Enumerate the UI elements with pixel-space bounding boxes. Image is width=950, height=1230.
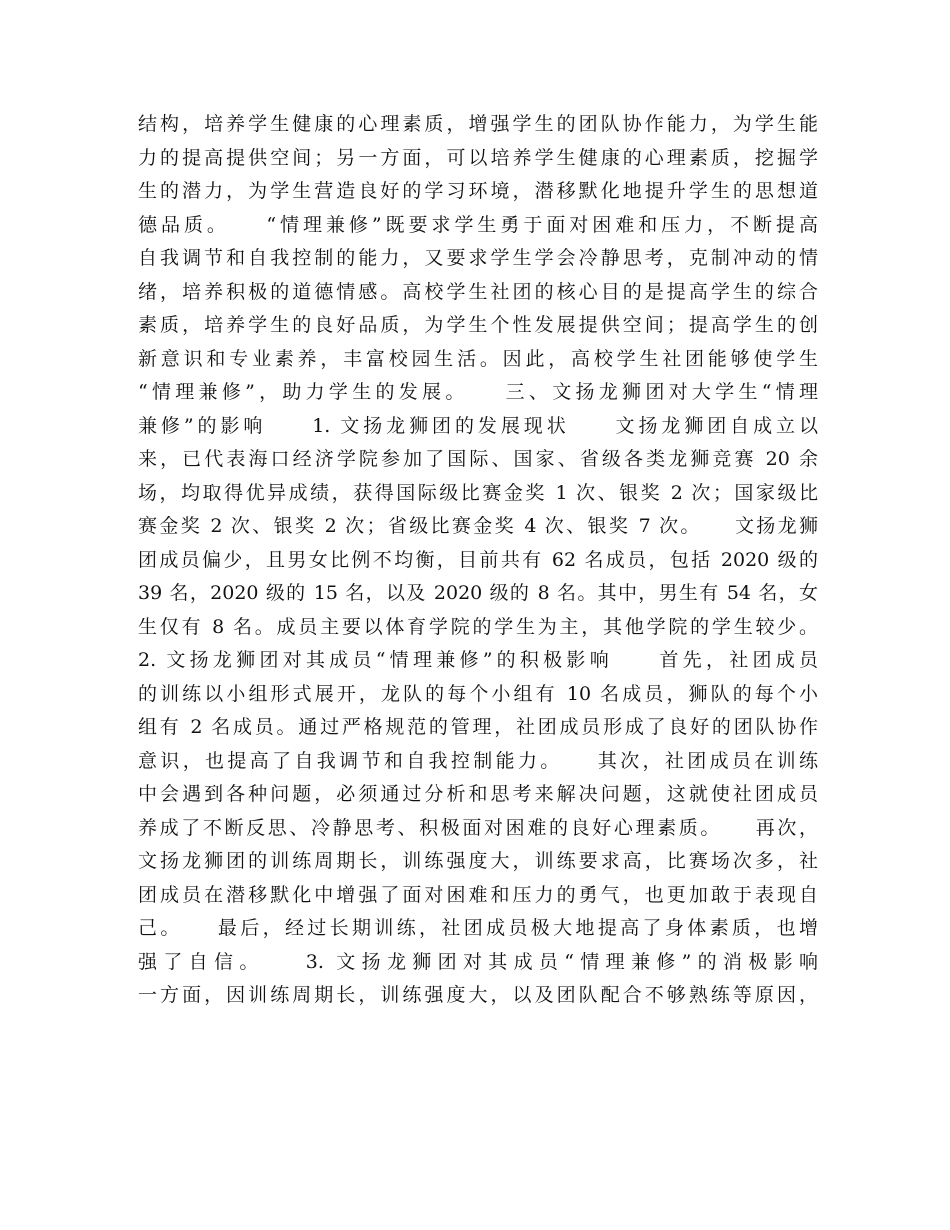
text-line: 结构，培养学生健康的心理素质，增强学生的团队协作能力，为学生能	[138, 113, 818, 135]
text-line: 生的潜力，为学生营造良好的学习环境，潜移默化地提升学生的思想道	[138, 180, 818, 202]
body-text	[138, 108, 818, 1013]
text-line: 兼修”的影响 1. 文扬龙狮团的发展现状 文扬龙狮团自成立以	[138, 414, 818, 437]
text-line: 场，均取得优异成绩，获得国际级比赛金奖 1 次、银奖 2 次；国家级比	[138, 481, 818, 504]
text-line: 一方面，因训练周期长，训练强度大，以及团队配合不够熟练等原因，	[138, 984, 818, 1006]
text-line: 组有 2 名成员。通过严格规范的管理，社团成员形成了良好的团队协作	[138, 716, 818, 738]
text-line: 绪，培养积极的道德情感。高校学生社团的核心目的是提高学生的综合	[138, 280, 818, 303]
text-line: 团成员在潜移默化中增强了面对困难和压力的勇气，也更加敢于表现自	[138, 883, 818, 906]
text-line: 中会遇到各种问题，必须通过分析和思考来解决问题，这就使社团成员	[138, 783, 818, 805]
text-line: 来，已代表海口经济学院参加了国际、国家、省级各类龙狮竞赛 20 余	[138, 448, 818, 470]
text-line: 养成了不断反思、冷静思考、积极面对困难的良好心理素质。 再次，	[138, 816, 818, 839]
text-line: 的训练以小组形式展开，龙队的每个小组有 10 名成员，狮队的每个小	[138, 682, 818, 705]
text-line: 素质，培养学生的良好品质，为学生个性发展提供空间；提高学生的创	[138, 314, 818, 336]
text-line: 39 名，2020 级的 15 名，以及 2020 级的 8 名。其中，男生有 54 名，女	[138, 582, 818, 604]
text-line: 2. 文扬龙狮团对其成员“情理兼修”的积极影响 首先，社团成员	[138, 649, 818, 671]
text-line: 文扬龙狮团的训练周期长，训练强度大，训练要求高，比赛场次多，社	[138, 850, 818, 872]
text-line: 赛金奖 2 次、银奖 2 次；省级比赛金奖 4 次、银奖 7 次。 文扬龙狮	[138, 515, 818, 537]
text-line: 德品质。 “情理兼修”既要求学生勇于面对困难和压力，不断提高	[138, 213, 818, 236]
text-line: 团成员偏少，且男女比例不均衡，目前共有 62 名成员，包括 2020 级的	[138, 548, 818, 571]
text-line: 生仅有 8 名。成员主要以体育学院的学生为主，其他学院的学生较少。	[138, 615, 818, 638]
text-line: 力的提高提供空间；另一方面，可以培养学生健康的心理素质，挖掘学	[138, 146, 818, 169]
text-line: 新意识和专业素养，丰富校园生活。因此，高校学生社团能够使学生	[138, 347, 818, 370]
text-line: 己。 最后，经过长期训练，社团成员极大地提高了身体素质，也增	[138, 917, 818, 939]
text-line: 强了自信。 3. 文扬龙狮团对其成员“情理兼修”的消极影响	[138, 950, 818, 973]
text-line: 意识，也提高了自我调节和自我控制能力。 其次，社团成员在训练	[138, 749, 818, 772]
text-line: “情理兼修”，助力学生的发展。 三、文扬龙狮团对大学生“情理	[138, 381, 818, 403]
text-line: 自我调节和自我控制的能力，又要求学生学会冷静思考，克制冲动的情	[138, 247, 818, 269]
